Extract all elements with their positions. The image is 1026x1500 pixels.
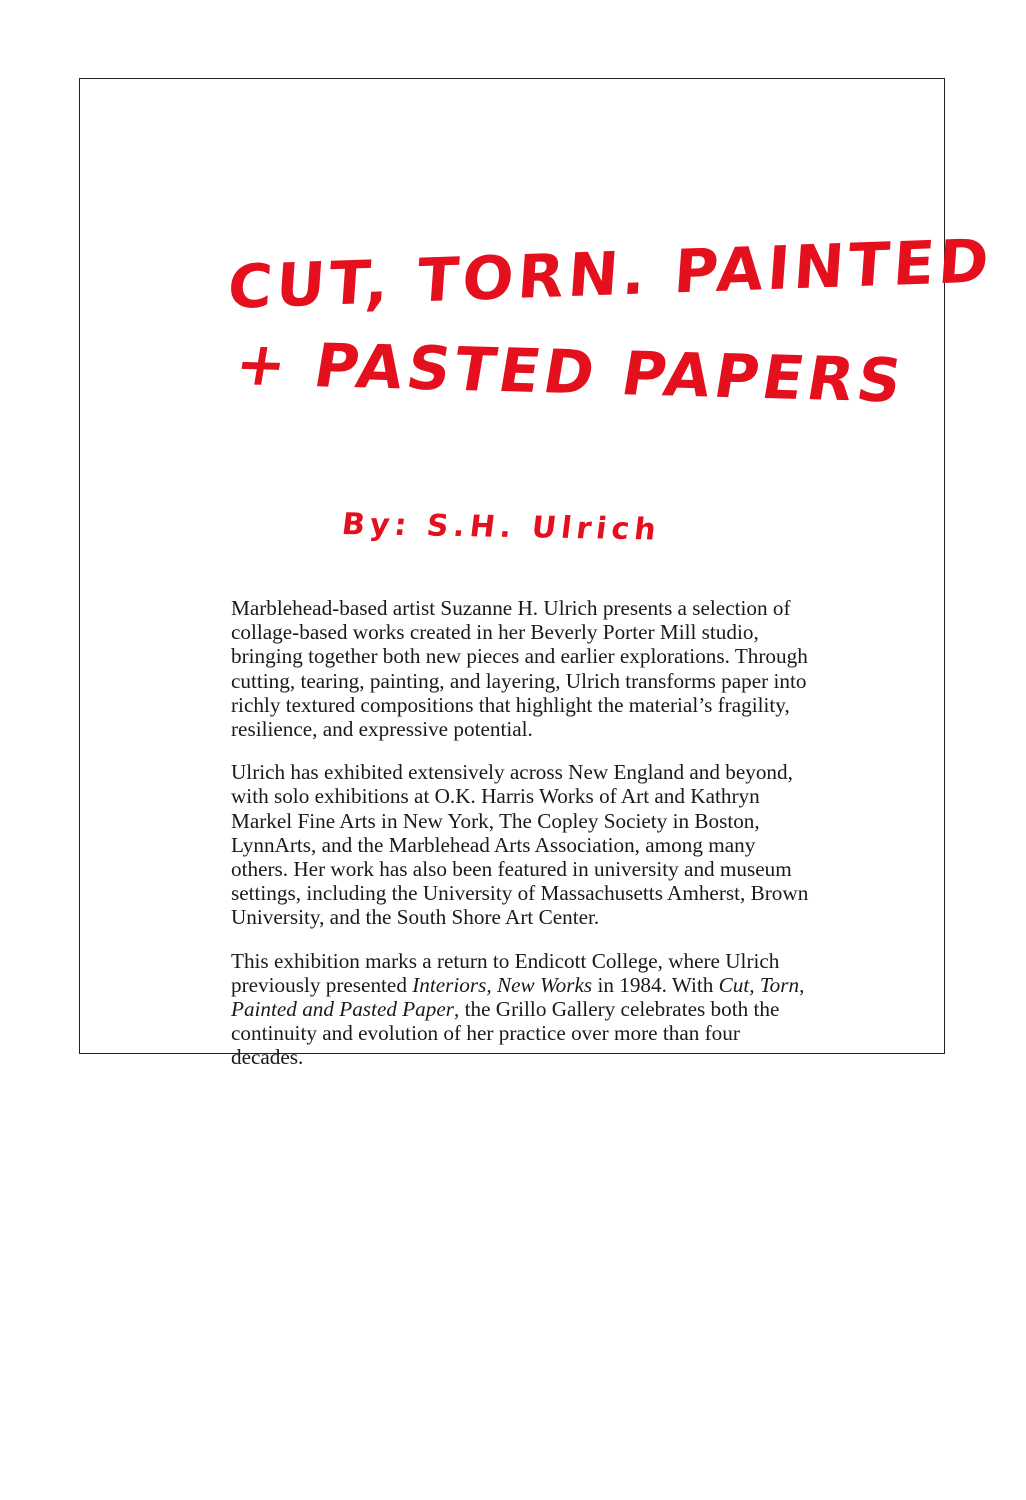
exhibition-title xyxy=(225,226,995,417)
italic-title-interiors: Interiors, New Works xyxy=(412,972,593,997)
artist-byline: By: S.H. Ulrich xyxy=(339,507,663,548)
italic-title-exhibition: Cut, Torn, Painted and Pasted Paper xyxy=(231,972,805,1022)
paragraph-intro: Marblehead-based artist Suzanne H. Ulrich presents a selection of collage-based works created in her Beverly Porter Mill studio, bringing together both new pieces and earlier explorations. Through cutting, tearing, painting, and layering, Ulrich transforms paper into richly textured compositions that highlight the material’s fragility, resilience, and expressive potential. xyxy=(231,596,808,742)
text-segment: , the Grillo Gallery celebrates both the continuity and evolution of her practice over more than four decades. xyxy=(231,997,780,1070)
text-segment: in 1984. With xyxy=(592,972,719,997)
title-line-1: CUT, TORN. PAINTED xyxy=(225,226,995,323)
title-line-2: + PASTED PAPERS xyxy=(230,329,911,417)
paragraph-return xyxy=(231,949,811,1070)
exhibition-description xyxy=(231,596,811,1089)
text-segment: This exhibition marks a return to Endicott College, where Ulrich previously presented xyxy=(231,948,780,997)
paragraph-exhibitions: Ulrich has exhibited extensively across New England and beyond, with solo exhibitions at O.K. Harris Works of Art and Kathryn Markel Fine Arts in New York, The Copley Society in Boston, LynnArts, and the Marblehead Arts Association, among many others. Her work has also been featured in university and museum settings, including the University of Massachusetts Amherst, Brown University, and the South Shore Art Center. xyxy=(231,760,809,930)
